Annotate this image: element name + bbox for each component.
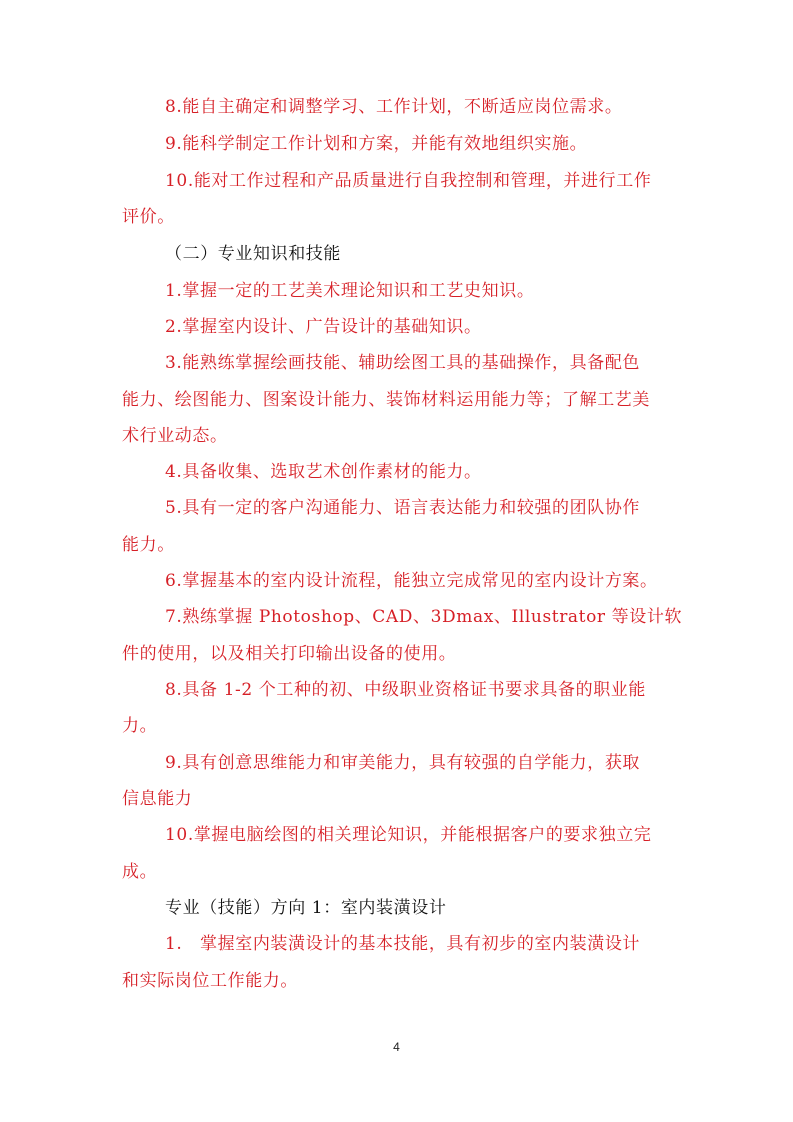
- list-item-skill-8-continued: 力。: [122, 716, 158, 736]
- section-heading: （二）专业知识和技能: [165, 244, 341, 264]
- list-item-skill-6: 6.掌握基本的室内设计流程，能独立完成常见的室内设计方案。: [165, 571, 658, 591]
- list-item-skill-3-continued: 能力、绘图能力、图案设计能力、装饰材料运用能力等；了解工艺美: [122, 390, 650, 410]
- list-item-skill-8: 8.具备 1-2 个工种的初、中级职业资格证书要求具备的职业能: [165, 680, 647, 700]
- list-item-direction-1-continued: 和实际岗位工作能力。: [122, 971, 298, 991]
- list-item-skill-9-continued: 信息能力: [122, 789, 193, 809]
- list-item-skill-7: 7.熟练掌握 Photoshop、CAD、3Dmax、Illustrator 等设计软: [165, 607, 683, 627]
- list-item-skill-5: 5.具有一定的客户沟通能力、语言表达能力和较强的团队协作: [165, 498, 641, 518]
- list-item-skill-3-continued-2: 术行业动态。: [122, 426, 228, 446]
- list-item-general-10: 10.能对工作过程和产品质量进行自我控制和管理，并进行工作: [165, 171, 652, 191]
- list-item-skill-3: 3.能熟练掌握绘画技能、辅助绘图工具的基础操作，具备配色: [165, 353, 641, 373]
- list-item-skill-10: 10.掌握电脑绘图的相关理论知识，并能根据客户的要求独立完: [165, 825, 652, 845]
- page-number: 4: [393, 1040, 400, 1054]
- list-item-skill-9: 9.具有创意思维能力和审美能力，具有较强的自学能力，获取: [165, 753, 641, 773]
- list-item-skill-7-continued: 件的使用，以及相关打印输出设备的使用。: [122, 644, 457, 664]
- list-item-direction-1: 1. 掌握室内装潢设计的基本技能，具有初步的室内装潢设计: [165, 934, 641, 954]
- subsection-heading: 专业（技能）方向 1：室内装潢设计: [165, 898, 447, 918]
- list-item-skill-2: 2.掌握室内设计、广告设计的基础知识。: [165, 317, 482, 337]
- list-item-skill-4: 4.具备收集、选取艺术创作素材的能力。: [165, 462, 482, 482]
- list-item-skill-10-continued: 成。: [122, 862, 158, 882]
- list-item-skill-1: 1.掌握一定的工艺美术理论知识和工艺史知识。: [165, 281, 535, 301]
- list-item-general-9: 9.能科学制定工作计划和方案，并能有效地组织实施。: [165, 134, 588, 154]
- list-item-general-10-continued: 评价。: [122, 207, 175, 227]
- list-item-general-8: 8.能自主确定和调整学习、工作计划，不断适应岗位需求。: [165, 97, 623, 117]
- list-item-skill-5-continued: 能力。: [122, 535, 175, 555]
